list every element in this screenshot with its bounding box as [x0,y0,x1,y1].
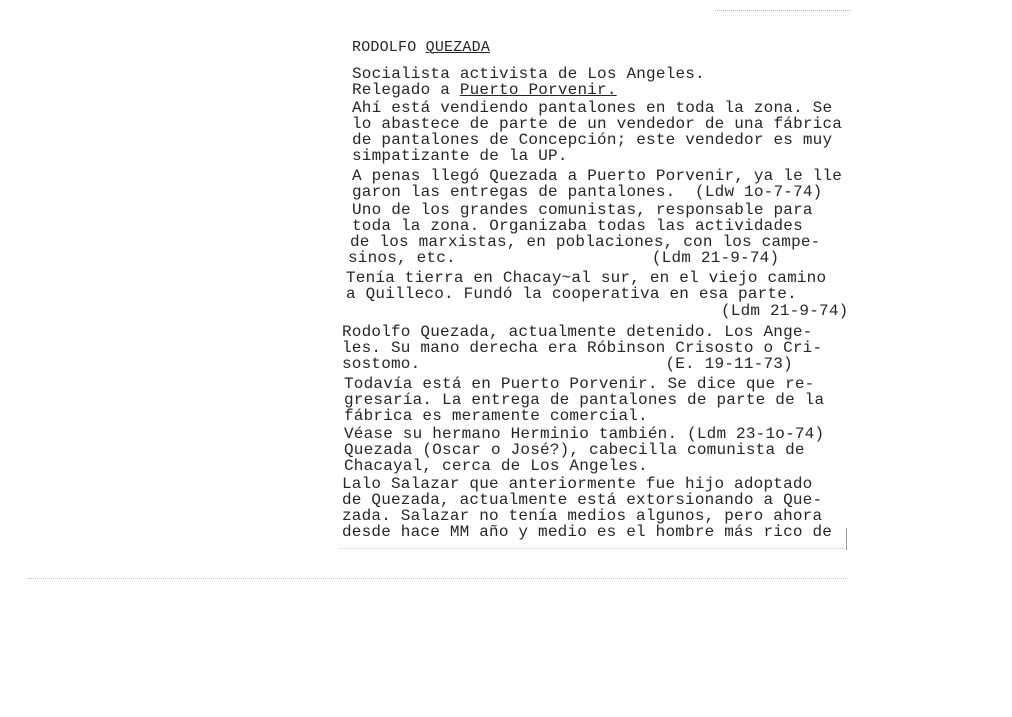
text-line: (Ldm 21-9-74) [721,302,849,320]
text-line: sinos, etc. (Ldm 21-9-74) [348,249,780,267]
page-edge-mark-top [715,10,850,11]
page-edge-mark-text-bottom [340,548,845,549]
text-line: A penas llegó Quezada a Puerto Porvenir, ya le lle [352,167,843,185]
text-line: Chacayal, cerca de Los Angeles. [344,457,648,475]
title-surname: QUEZADA [425,39,491,56]
text-line: les. Su mano derecha era Róbinson Crisosto o Cri- [342,339,823,357]
relegado-label: Relegado a [352,81,460,99]
text-line: de Quezada, actualmente está extorsionando a Que- [342,491,823,509]
text-line: de pantalones de Concepción; este vendedor es muy [352,131,833,149]
page-edge-mark-bottom [28,578,848,579]
text-line: fábrica es meramente comercial. [344,407,648,425]
text-line: sostomo. (E. 19-11-73) [342,355,793,373]
text-line: zada. Salazar no tenía medios algunos, pero ahora [342,507,823,525]
text-line: Socialista activista de Los Angeles. [352,65,705,83]
text-line: Todavía está en Puerto Porvenir. Se dice que re- [344,375,815,393]
text-line: simpatizante de la UP. [352,147,568,165]
text-line: Tenía tierra en Chacay~al sur, en el viejo camino [346,269,827,287]
relegado-place: Puerto Porvenir. [459,81,617,99]
text-line: garon las entregas de pantalones. (Ldw 1o-7-74) [352,183,823,201]
text-line: Quezada (Oscar o José?), cabecilla comunista de [344,441,805,459]
text-line: Ahí está vendiendo pantalones en toda la zona. Se [352,99,833,117]
text-line: toda la zona. Organizaba todas las actividades [352,217,803,235]
text-line: Rodolfo Quezada, actualmente detenido. Los Ange- [342,323,813,341]
text-line: gresaría. La entrega de pantalones de parte de la [344,391,825,409]
page-edge-mark-right [846,528,847,550]
text-line: de los marxistas, en poblaciones, con los campe- [350,233,821,251]
text-line [352,82,617,98]
text-line: Lalo Salazar que anteriormente fue hijo adoptado [342,475,813,493]
text-line: a Quilleco. Fundó la cooperativa en esa parte. [346,285,797,303]
text-line: desde hace MM año y medio es el hombre más rico de [342,523,833,541]
document-title [352,40,490,56]
title-first-name: RODOLFO [352,39,426,56]
text-line: lo abastece de parte de un vendedor de una fábrica [352,115,843,133]
text-line: Véase su hermano Herminio también. (Ldm 23-1o-74) [344,425,825,443]
text-line: Uno de los grandes comunistas, responsable para [352,201,813,219]
